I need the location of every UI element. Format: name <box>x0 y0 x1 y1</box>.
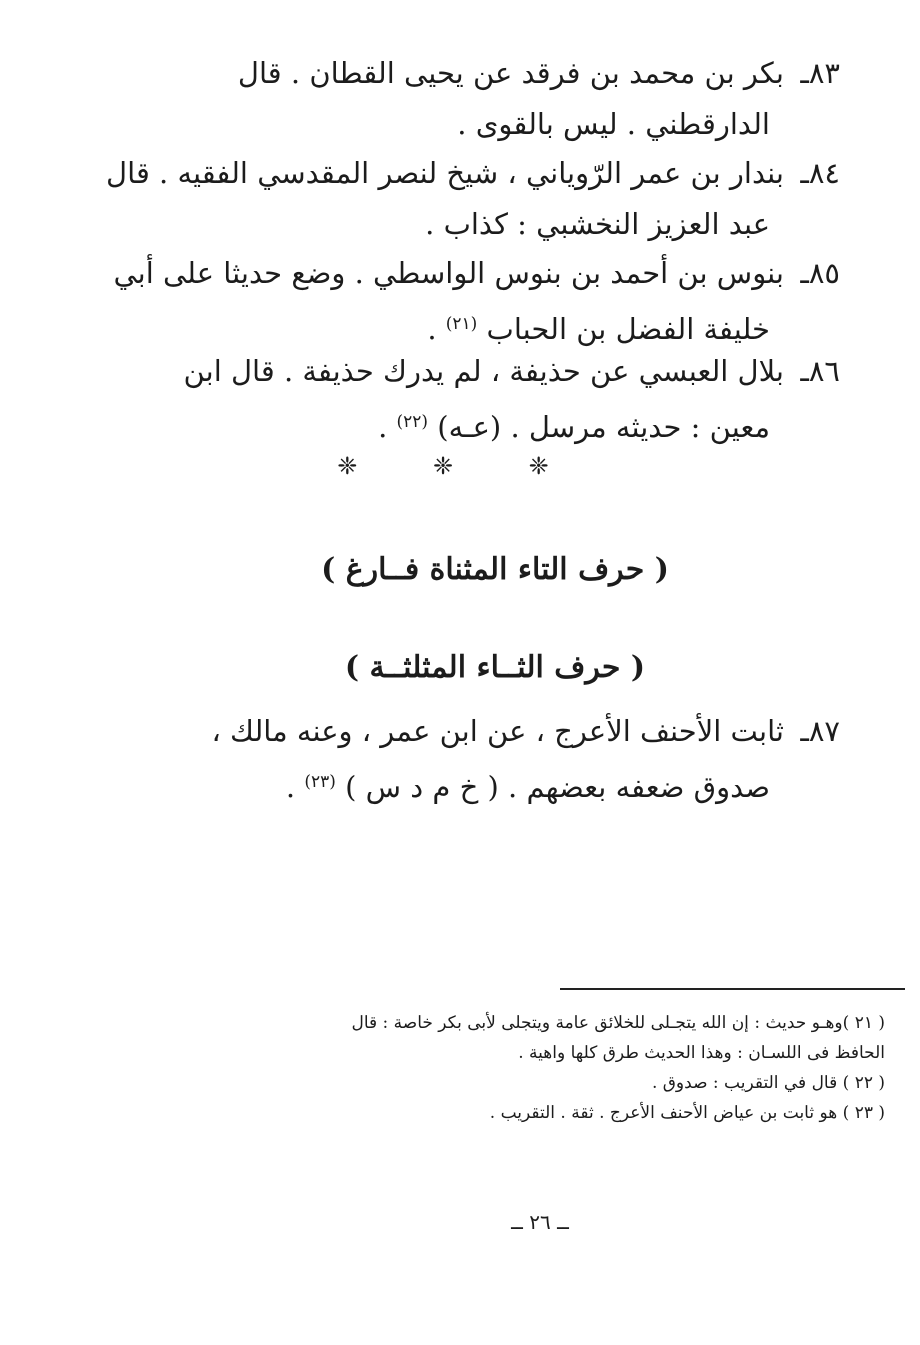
heading-letter-ta: ( حرف التاء المثناة فــارغ ) <box>321 552 669 587</box>
entry-text: عبد العزيز النخشبي : كذاب . <box>425 207 770 241</box>
entry-84 <box>106 148 840 250</box>
footnote-reference[interactable]: (٢٣) <box>304 772 336 792</box>
entry-number: ٨٤ـ <box>800 156 840 190</box>
entry-text: بندار بن عمر الرّوياني ، شيخ لنصر المقدسي الفقيه . قال <box>106 156 784 190</box>
entry-text: ثابت الأحنف الأعرج ، عن ابن عمر ، وعنه مالك ، <box>211 714 784 748</box>
entry-text: بنوس بن أحمد بن بنوس الواسطي . وضع حديثا على أبي <box>113 256 784 290</box>
heading-letter-tha: ( حرف الثــاء المثلثــة ) <box>344 650 646 685</box>
entry-85 <box>113 248 840 355</box>
footnote-21-continued: الحافظ فى اللسـان : وهذا الحديث طرق كلها واهية . <box>518 1043 885 1063</box>
entry-86-line-2 <box>130 397 840 453</box>
entry-86 <box>130 346 840 453</box>
entry-end-mark: . <box>378 410 388 444</box>
entry-83-line-1 <box>130 48 840 99</box>
entry-84-line-1 <box>106 148 840 199</box>
entry-85-line-1 <box>113 248 840 299</box>
entry-87-line-2 <box>130 757 840 813</box>
entry-text: بكر بن محمد بن فرقد عن يحيى القطان . قال <box>237 56 784 90</box>
entry-86-line-1 <box>130 346 840 397</box>
entry-number: ٨٧ـ <box>800 714 840 748</box>
entry-number: ٨٥ـ <box>800 256 840 290</box>
entry-87 <box>130 706 840 813</box>
footnote-23: ( ٢٣ ) هو ثابت بن عياض الأحنف الأعرج . ثقة . التقريب . <box>489 1103 885 1123</box>
footnote-21: ( ٢١ )وهـو حديث : إن الله يتجـلى للخلائق عامة ويتجلى لأبى بكر خاصة : قال <box>351 1013 885 1033</box>
entry-text: بلال العبسي عن حذيفة ، لم يدرك حذيفة . قال ابن <box>183 354 784 388</box>
entry-number: ٨٣ـ <box>800 56 840 90</box>
entry-text: معين : حديثه مرسل . (عـه) <box>437 410 770 444</box>
entry-text: الدارقطني . ليس بالقوى . <box>457 107 770 141</box>
entry-text: صدوق ضعفه بعضهم . ( خ م د س ) <box>345 770 770 804</box>
footnote-divider <box>560 988 905 990</box>
footnotes <box>240 1008 885 1128</box>
entry-text: خليفة الفضل بن الحباب <box>486 312 770 346</box>
section-separator: ❈ ❈ ❈ <box>337 452 583 480</box>
entry-number: ٨٦ـ <box>800 354 840 388</box>
entry-83-line-2 <box>130 99 840 150</box>
entry-84-line-2 <box>130 199 840 250</box>
entry-end-mark: . <box>427 312 437 346</box>
footnote-reference[interactable]: (٢١) <box>445 314 478 334</box>
footnote-22: ( ٢٢ ) قال في التقريب : صدوق . <box>651 1073 885 1093</box>
page-number: ــ ٢٦ ــ <box>511 1210 569 1234</box>
entry-87-line-1 <box>130 706 840 757</box>
entry-83 <box>130 48 840 150</box>
footnote-reference[interactable]: (٢٢) <box>396 412 429 432</box>
entry-end-mark: . <box>285 770 296 804</box>
